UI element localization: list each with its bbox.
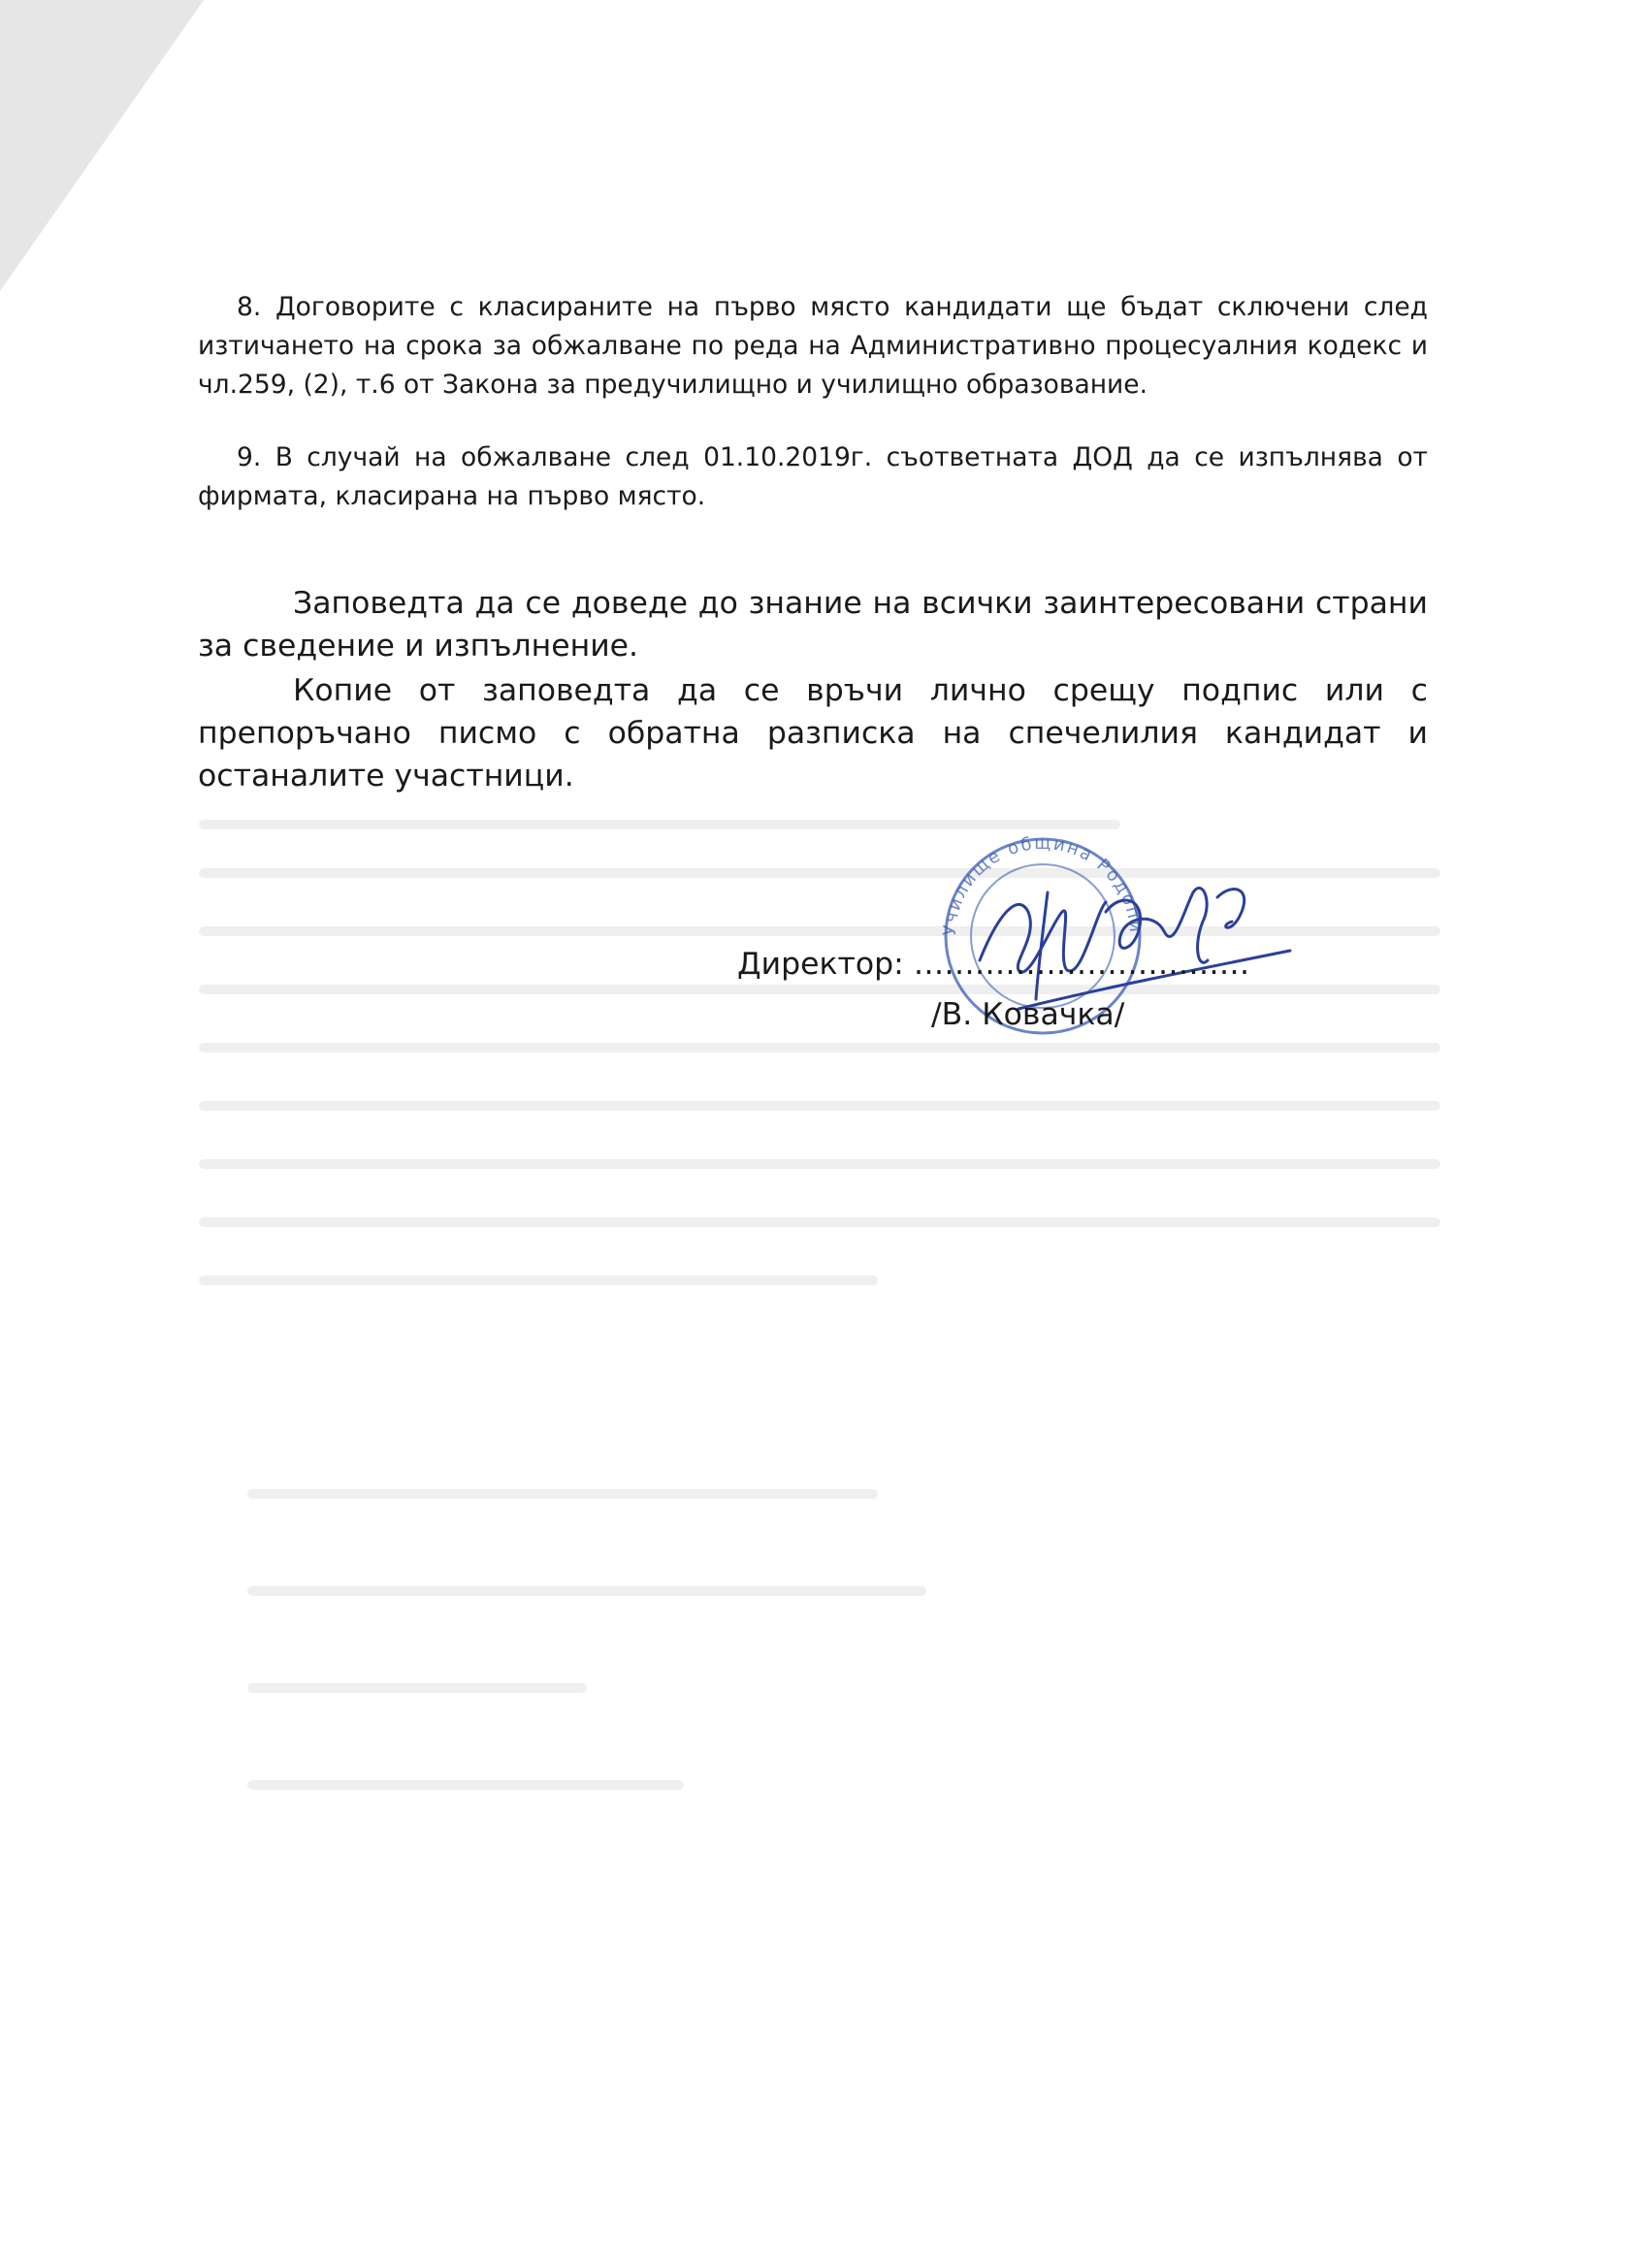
stamp-ring-text: Училище община Родопи	[939, 832, 1147, 937]
item-8-text: 8. Договорите с класираните на първо място кандидати ще бъдат сключени след изтичането на срока за обжалване по реда на Административно процесуалния кодекс и чл.259, (2), т.6 от Закона за предучилищно и училищно образование.	[198, 292, 1428, 400]
item-9-text: 9. В случай на обжалване след 01.10.2019г. съответната ДОД да се изпълнява от фирмата, класирана на първо място.	[198, 442, 1428, 511]
director-name: /В. Ковачка/	[931, 997, 1125, 1032]
copy-delivery-paragraph: Копие от заповедта да се връчи лично срещу подпис или с препоръчано писмо с обратна разписка на спечелилия кандидат и останалите участници.	[198, 673, 1428, 794]
director-signature-line: Директор: ……………………………	[737, 947, 1250, 982]
notice-paragraph: Заповедта да се доведе до знание на всички заинтересовани страни за сведение и изпълнение.	[198, 586, 1428, 664]
